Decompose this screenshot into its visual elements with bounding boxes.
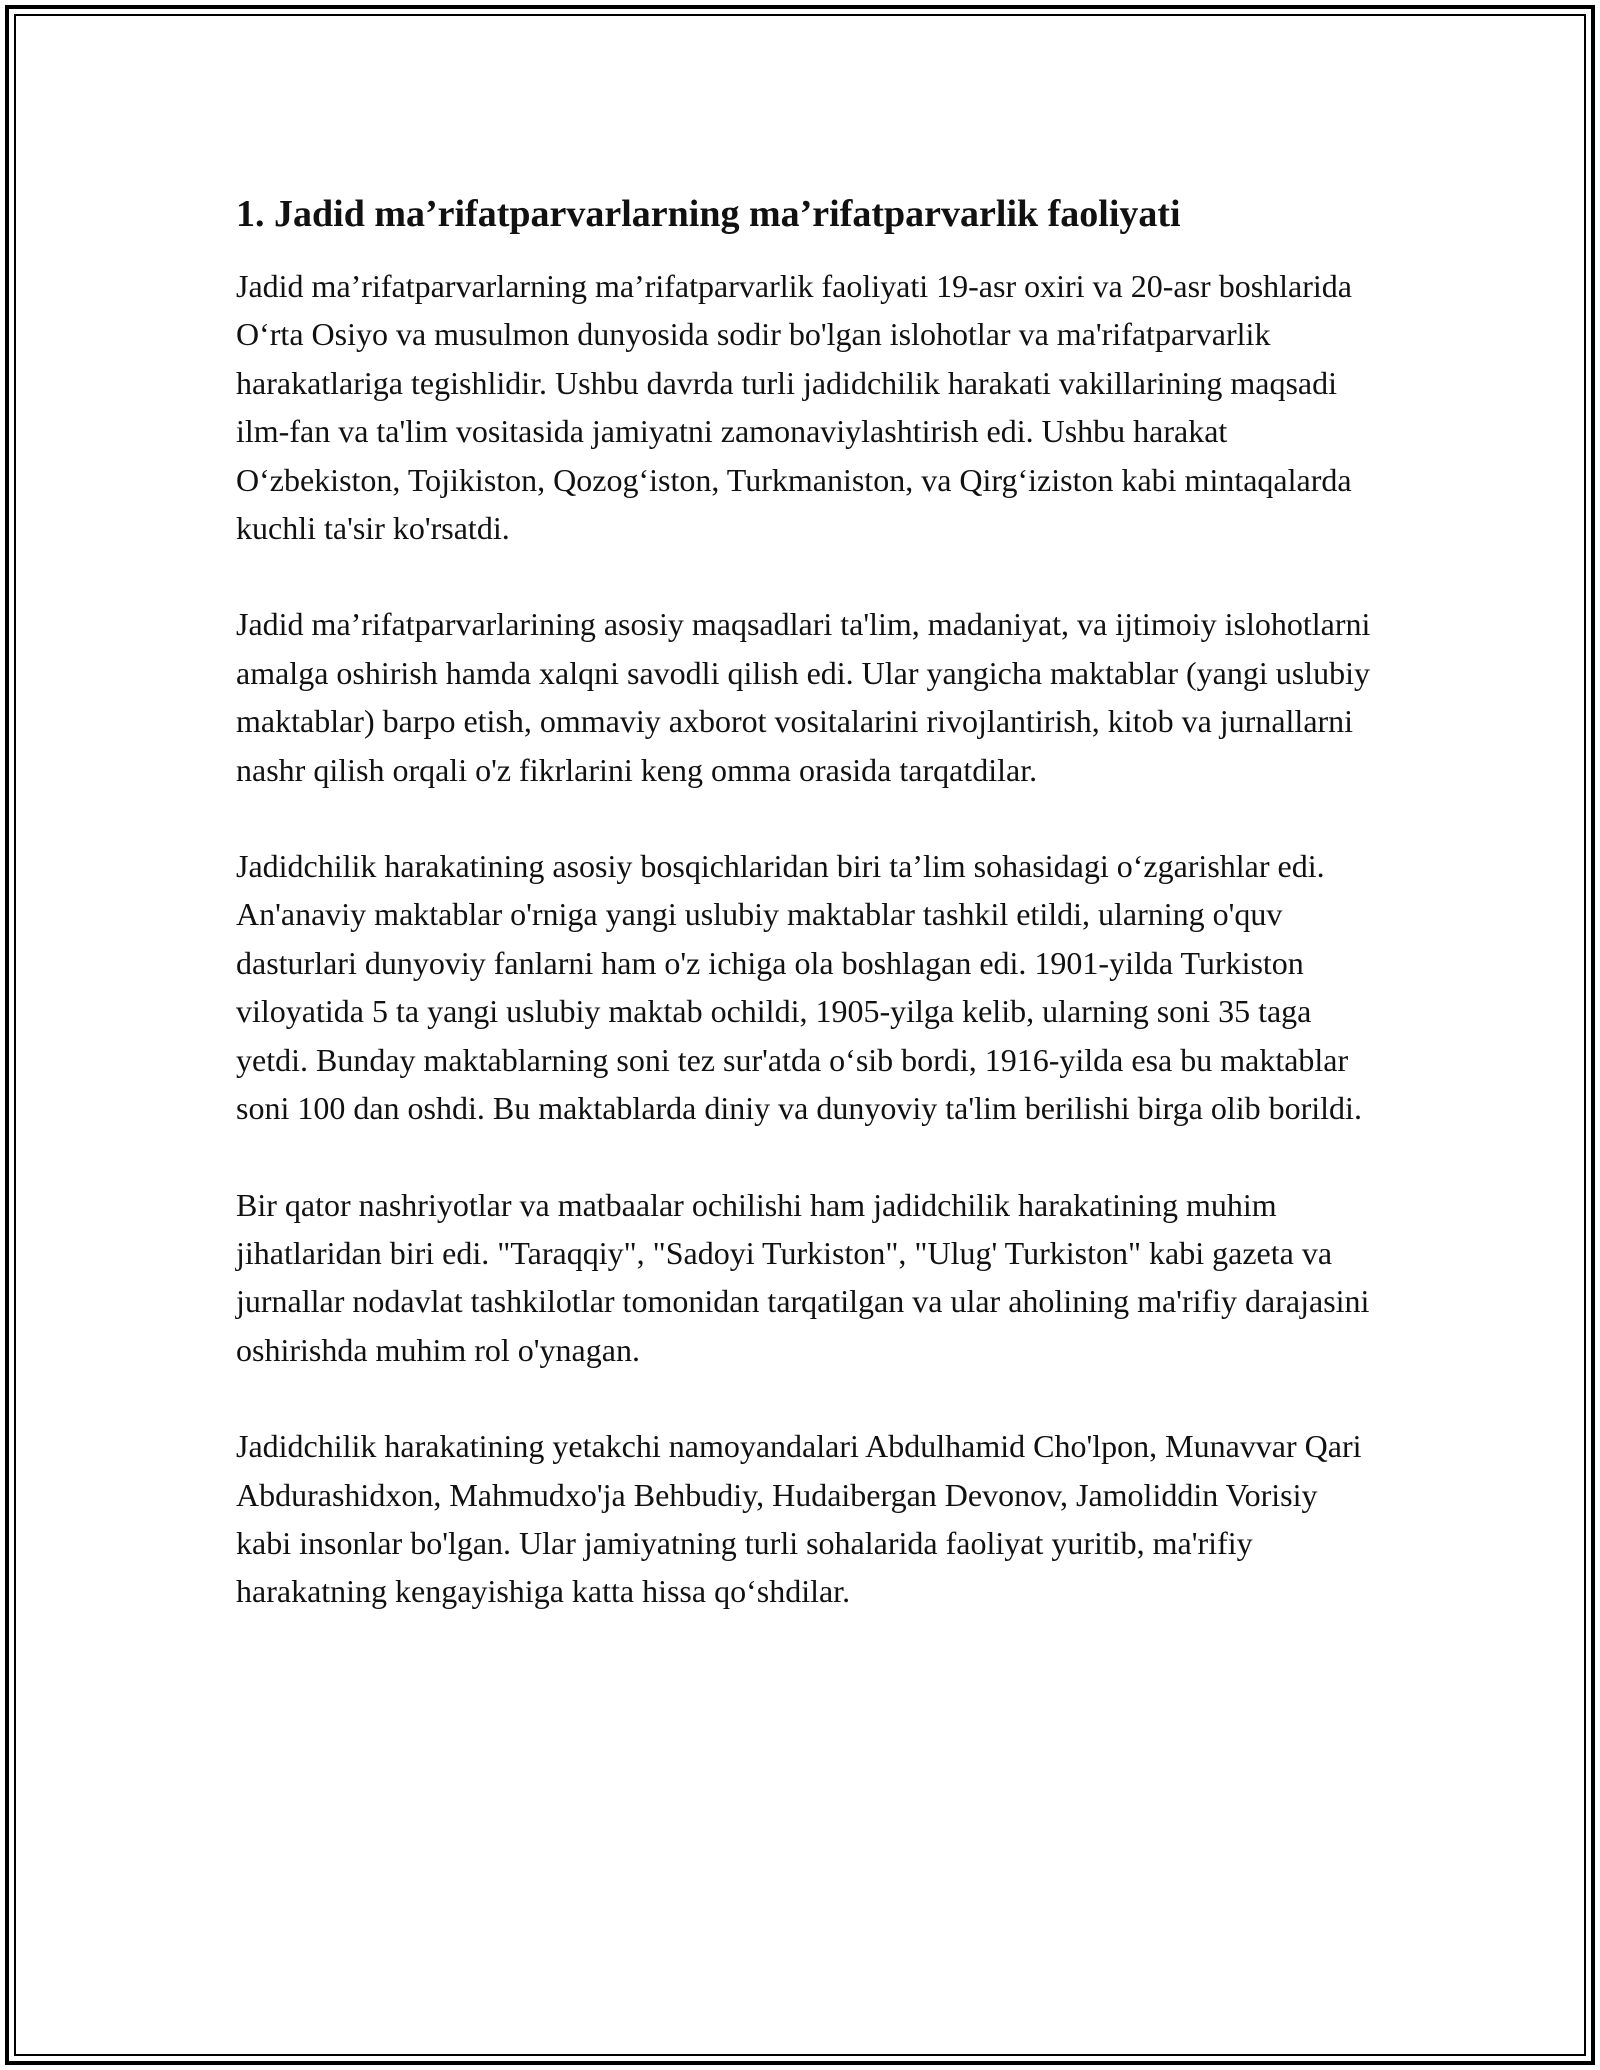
paragraph-5: Jadidchilik harakatining yetakchi namoyandalari Abdulhamid Cho'lpon, Munavvar Qari Abdurashidxon, Mahmudxo'ja Behbudiy, Hudaibergan Devonov, Jamoliddin Vorisiy kabi insonlar bo'lgan. Ular jamiyatning turli sohalarida faoliyat yuritib, ma'rifiy harakatning kengayishiga katta hissa qo‘shdilar. <box>236 1428 1362 1610</box>
document-body <box>236 186 1376 1664</box>
section-heading: 1. Jadid ma’rifatparvarlarning ma’rifatparvarlik faoliyati <box>236 193 1181 235</box>
paragraph-4: Bir qator nashriyotlar va matbaalar ochilishi ham jadidchilik harakatining muhim jihatlaridan biri edi. "Taraqqiy", "Sadoyi Turkiston", "Ulug' Turkiston" kabi gazeta va jurnallar nodavlat tashkilotlar tomonidan tarqatilgan va ular aholining ma'rifiy darajasini oshirishda muhim rol o'ynagan. <box>236 1186 1370 1368</box>
paragraph-3: Jadidchilik harakatining asosiy bosqichlaridan biri ta’lim sohasidagi o‘zgarishlar edi. An'anaviy maktablar o'rniga yangi uslubiy maktablar tashkil etildi, ularning o'quv dasturlari dunyoviy fanlarni ham o'z ichiga ola boshlagan edi. 1901-yilda Turkiston viloyatida 5 ta yangi uslubiy maktab ochildi, 1905-yilga kelib, ularning soni 35 taga yetdi. Bunday maktablarning soni tez sur'atda o‘sib bordi, 1916-yilda esa bu maktablar soni 100 dan oshdi. Bu maktablarda diniy va dunyoviy ta'lim berilishi birga olib borildi. <box>236 848 1362 1127</box>
paragraph-2: Jadid ma’rifatparvarlarining asosiy maqsadlari ta'lim, madaniyat, va ijtimoiy islohotlarni amalga oshirish hamda xalqni savodli qilish edi. Ular yangicha maktablar (yangi uslubiy maktablar) barpo etish, ommaviy axborot vositalarini rivojlantirish, kitob va jurnallarni nashr qilish orqali o'z fikrlarini keng omma orasida tarqatdilar. <box>236 606 1371 788</box>
paragraph-1: Jadid ma’rifatparvarlarning ma’rifatparvarlik faoliyati 19-asr oxiri va 20-asr boshlarida O‘rta Osiyo va musulmon dunyosida sodir bo'lgan islohotlar va ma'rifatparvarlik harakatlariga tegishlidir. Ushbu davrda turli jadidchilik harakati vakillarining maqsadi ilm-fan va ta'lim vositasida jamiyatni zamonaviylashtirish edi. Ushbu harakat O‘zbekiston, Tojikiston, Qozog‘iston, Turkmaniston, va Qirg‘iziston kabi mintaqalarda kuchli ta'sir ko'rsatdi. <box>236 268 1352 547</box>
